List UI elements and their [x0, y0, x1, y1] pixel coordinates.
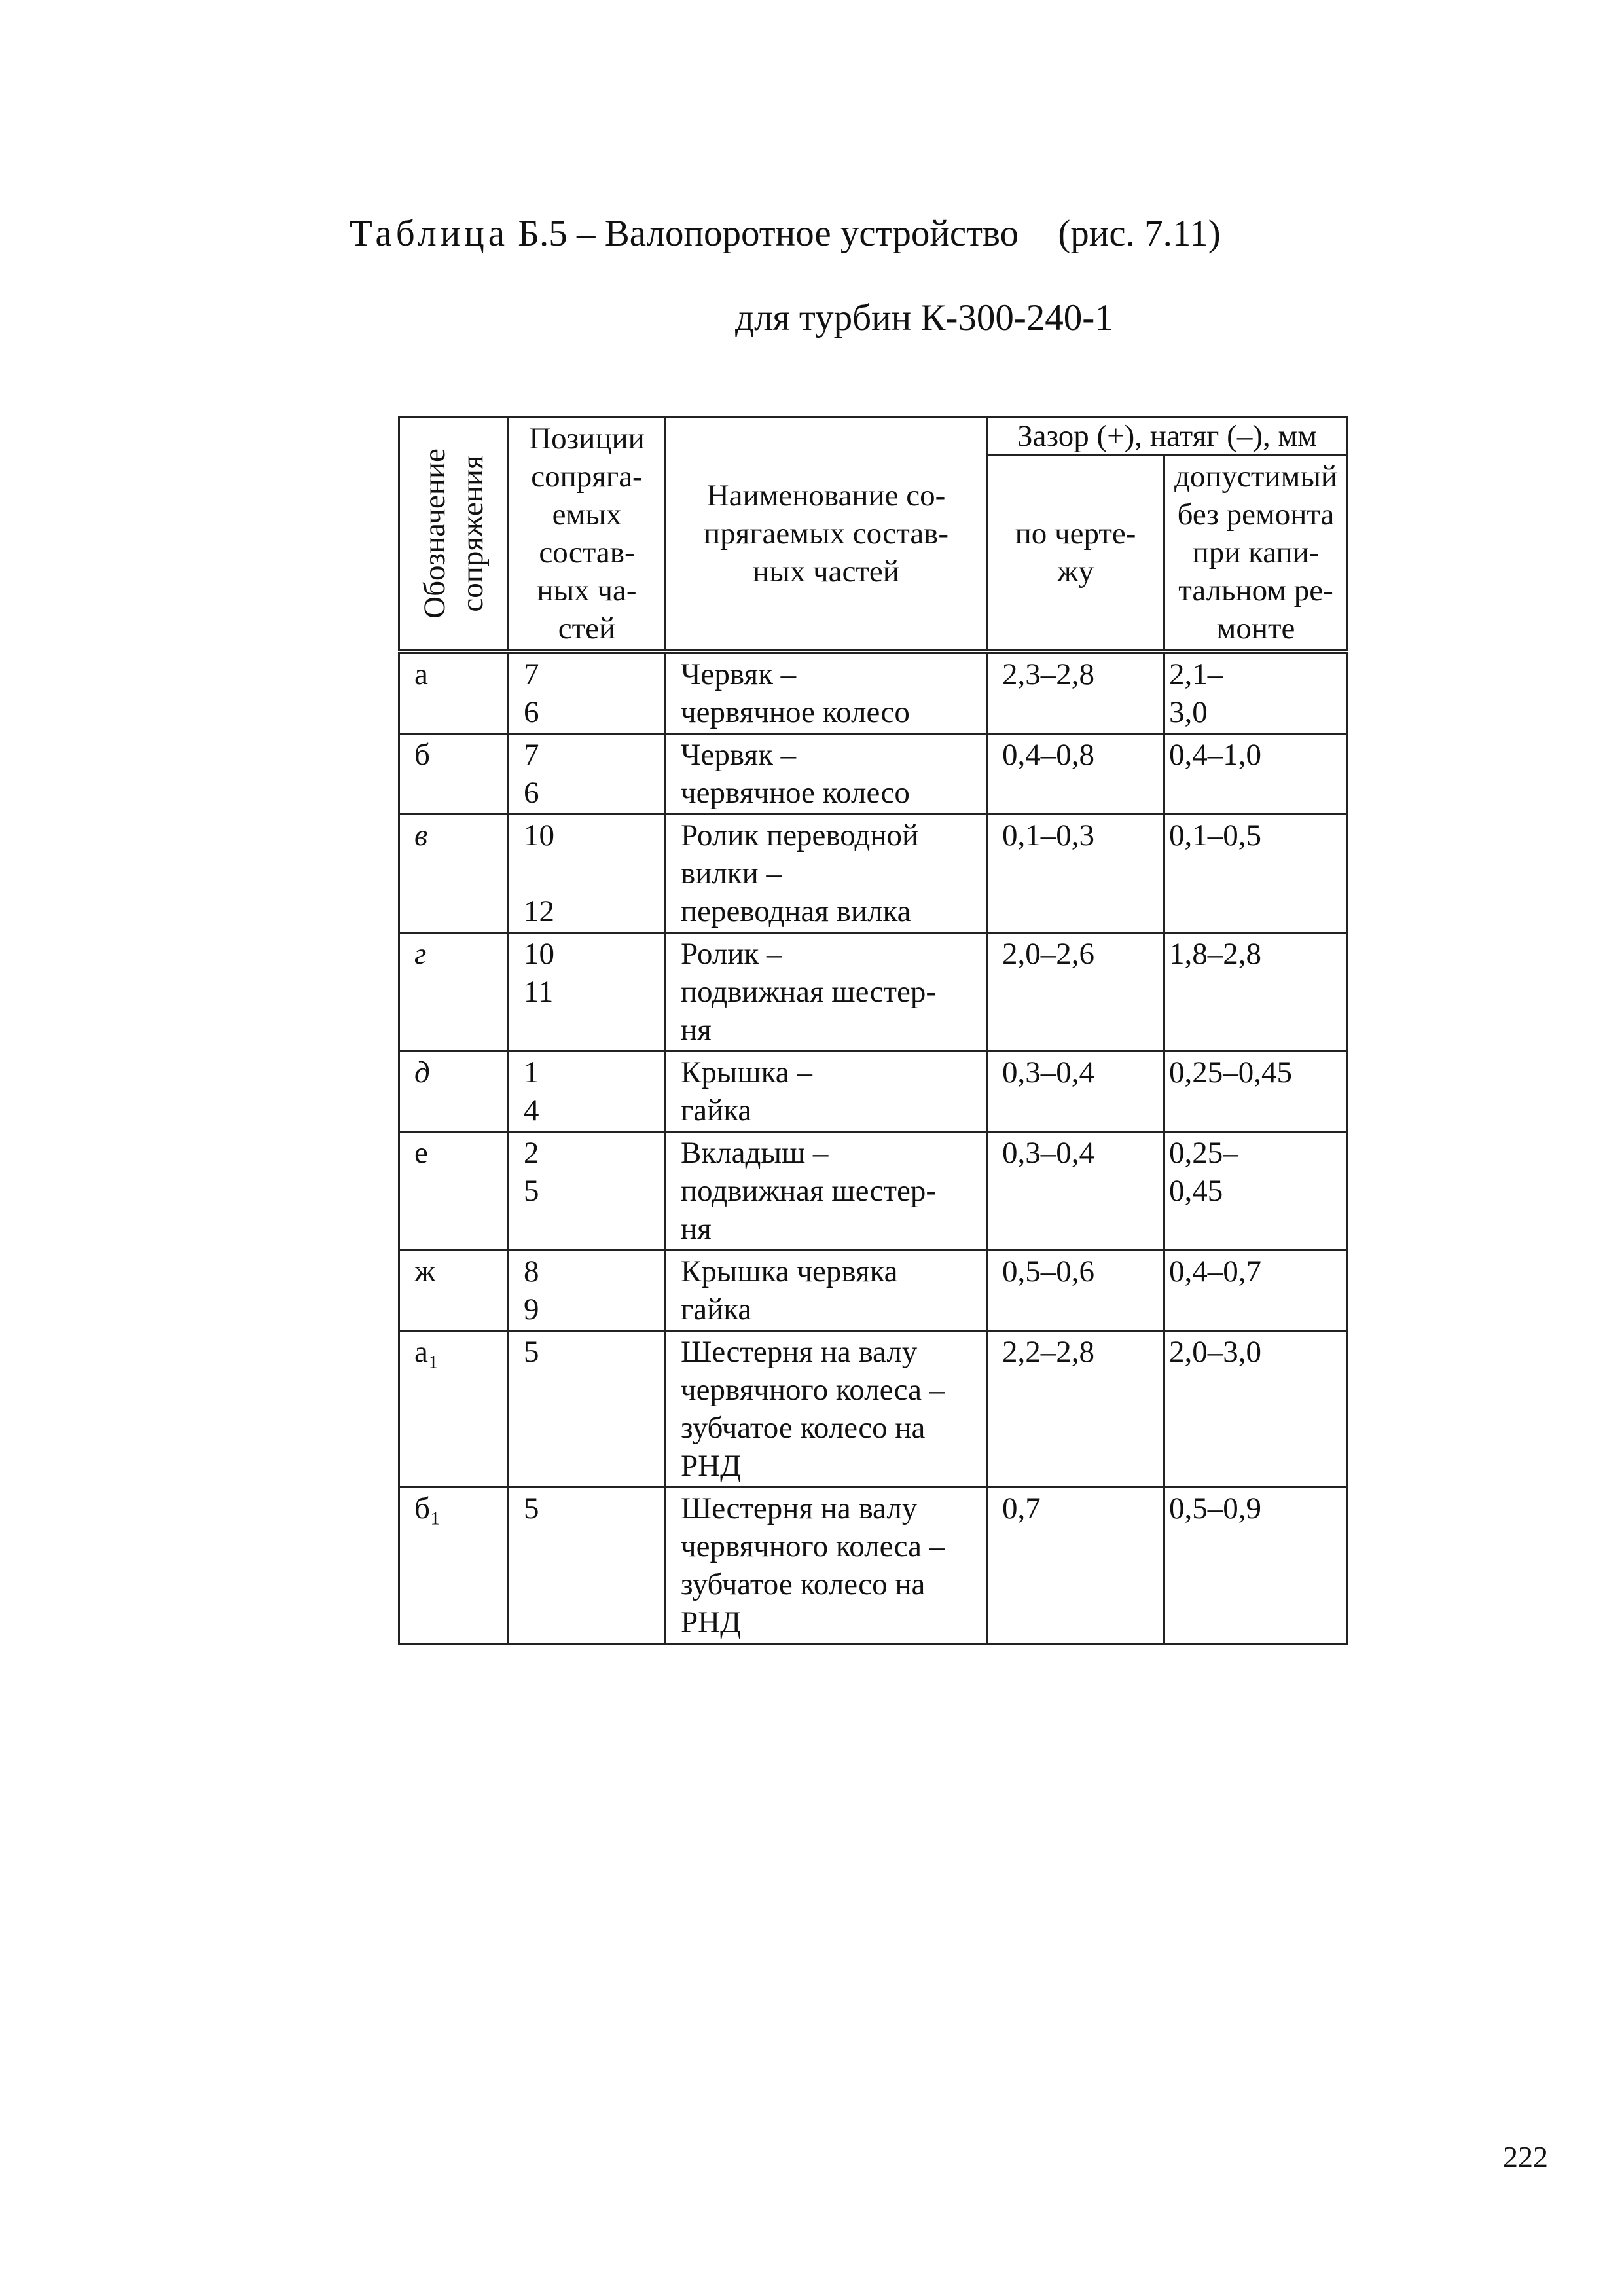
table-row [399, 1051, 1348, 1132]
cell-by-drawing [987, 1132, 1164, 1250]
cell-by-drawing [987, 1487, 1164, 1644]
cell-by-drawing [987, 1250, 1164, 1331]
cell-designation [399, 1487, 509, 1644]
header-gap-group-label: Зазор (+), натяг (–), мм [1017, 419, 1317, 453]
cell-designation [399, 734, 509, 814]
name-text: Шестерня на валу червячного колеса – зубчатое колесо на РНД [681, 1335, 945, 1483]
cell-designation [399, 1331, 509, 1487]
caption-figure-ref: (рис. 7.11) [1058, 213, 1221, 254]
designation-text: в [414, 818, 428, 852]
table-row [399, 1250, 1348, 1331]
cell-name [666, 1132, 987, 1250]
allowed-text: 2,1– 3,0 [1169, 657, 1223, 729]
cell-allowed [1164, 1051, 1348, 1132]
cell-name [666, 1331, 987, 1487]
cell-positions [509, 1250, 666, 1331]
header-positions-label: Позиции сопряга- емых состав- ных ча- стей [529, 421, 645, 646]
allowed-text: 1,8–2,8 [1169, 937, 1261, 971]
positions-text: 10 12 [524, 818, 554, 928]
table-row [399, 814, 1348, 933]
by-drawing-text: 0,3–0,4 [1002, 1055, 1094, 1089]
cell-designation [399, 933, 509, 1051]
cell-by-drawing [987, 734, 1164, 814]
cell-name [666, 1487, 987, 1644]
cell-by-drawing [987, 933, 1164, 1051]
allowed-text: 0,4–0,7 [1169, 1254, 1261, 1288]
cell-designation [399, 1051, 509, 1132]
designation-text: г [414, 937, 427, 971]
cell-designation [399, 1250, 509, 1331]
name-text: Крышка червяка гайка [681, 1254, 898, 1326]
designation-text: б [414, 738, 430, 772]
cell-allowed [1164, 1132, 1348, 1250]
positions-text: 2 5 [524, 1136, 539, 1208]
cell-by-drawing [987, 651, 1164, 734]
name-text: Ролик переводной вилки – переводная вилка [681, 818, 919, 928]
cell-allowed [1164, 814, 1348, 933]
cell-positions [509, 734, 666, 814]
cell-positions [509, 1051, 666, 1132]
table-subtitle: для турбин К-300-240-1 [735, 297, 1113, 338]
cell-positions [509, 814, 666, 933]
header-gap-group [987, 417, 1348, 456]
designation-text: е [414, 1136, 428, 1170]
by-drawing-text: 0,7 [1002, 1491, 1041, 1525]
table-row [399, 651, 1348, 734]
table-row [399, 1331, 1348, 1487]
header-name-label: Наименование со- прягаемых состав- ных частей [703, 478, 949, 589]
by-drawing-text: 0,1–0,3 [1002, 818, 1094, 852]
cell-allowed [1164, 1331, 1348, 1487]
by-drawing-text: 2,2–2,8 [1002, 1335, 1094, 1369]
by-drawing-text: 2,3–2,8 [1002, 657, 1094, 691]
designation-text: б₁ [414, 1491, 441, 1525]
cell-positions [509, 1132, 666, 1250]
name-text: Шестерня на валу червячного колеса – зубчатое колесо на РНД [681, 1491, 945, 1639]
positions-text: 10 11 [524, 937, 554, 1009]
allowed-text: 2,0–3,0 [1169, 1335, 1261, 1369]
cell-name [666, 814, 987, 933]
page-number: 222 [1503, 2140, 1548, 2174]
name-text: Крышка – гайка [681, 1055, 812, 1127]
positions-text: 8 9 [524, 1254, 539, 1326]
designation-text: а₁ [414, 1335, 439, 1369]
cell-designation [399, 814, 509, 933]
table-row [399, 734, 1348, 814]
positions-text: 7 6 [524, 657, 539, 729]
cell-by-drawing [987, 1051, 1164, 1132]
cell-allowed [1164, 651, 1348, 734]
by-drawing-text: 0,5–0,6 [1002, 1254, 1094, 1288]
header-allowed [1164, 456, 1348, 652]
caption-prefix: Таблица [350, 213, 509, 254]
header-designation-label: Обозначение сопряжения [418, 448, 490, 619]
caption-title: Б.5 – Валопоротное устройство [518, 213, 1019, 254]
name-text: Ролик – подвижная шестер- ня [681, 937, 937, 1047]
by-drawing-text: 0,4–0,8 [1002, 738, 1094, 772]
allowed-text: 0,1–0,5 [1169, 818, 1261, 852]
cell-name [666, 1250, 987, 1331]
header-name [666, 417, 987, 652]
cell-positions [509, 651, 666, 734]
cell-name [666, 651, 987, 734]
allowed-text: 0,4–1,0 [1169, 738, 1261, 772]
designation-text: а [414, 657, 428, 691]
cell-designation [399, 651, 509, 734]
header-by-drawing [987, 456, 1164, 652]
mating-parts-table [398, 416, 1348, 1645]
cell-by-drawing [987, 1331, 1164, 1487]
name-text: Вкладыш – подвижная шестер- ня [681, 1136, 937, 1246]
cell-name [666, 933, 987, 1051]
header-positions [509, 417, 666, 652]
name-text: Червяк – червячное колесо [681, 738, 910, 810]
table-caption [350, 215, 1221, 252]
header-by-drawing-label: по черте- жу [1015, 517, 1136, 589]
cell-name [666, 734, 987, 814]
cell-designation [399, 1132, 509, 1250]
allowed-text: 0,5–0,9 [1169, 1491, 1261, 1525]
positions-text: 5 [524, 1335, 539, 1369]
table-row [399, 1487, 1348, 1644]
positions-text: 7 6 [524, 738, 539, 810]
designation-text: ж [414, 1254, 436, 1288]
positions-text: 1 4 [524, 1055, 539, 1127]
cell-positions [509, 1487, 666, 1644]
designation-text: д [414, 1055, 430, 1089]
cell-positions [509, 1331, 666, 1487]
cell-allowed [1164, 1487, 1348, 1644]
cell-by-drawing [987, 814, 1164, 933]
cell-positions [509, 933, 666, 1051]
by-drawing-text: 2,0–2,6 [1002, 937, 1094, 971]
table-row [399, 1132, 1348, 1250]
name-text: Червяк – червячное колесо [681, 657, 910, 729]
header-designation [399, 417, 509, 652]
cell-allowed [1164, 734, 1348, 814]
by-drawing-text: 0,3–0,4 [1002, 1136, 1094, 1170]
cell-allowed [1164, 933, 1348, 1051]
cell-name [666, 1051, 987, 1132]
allowed-text: 0,25– 0,45 [1169, 1136, 1238, 1208]
positions-text: 5 [524, 1491, 539, 1525]
header-allowed-label: допустимый без ремонта при капи- тальном ре- монте [1174, 460, 1338, 646]
table-row [399, 933, 1348, 1051]
cell-allowed [1164, 1250, 1348, 1331]
allowed-text: 0,25–0,45 [1169, 1055, 1292, 1089]
